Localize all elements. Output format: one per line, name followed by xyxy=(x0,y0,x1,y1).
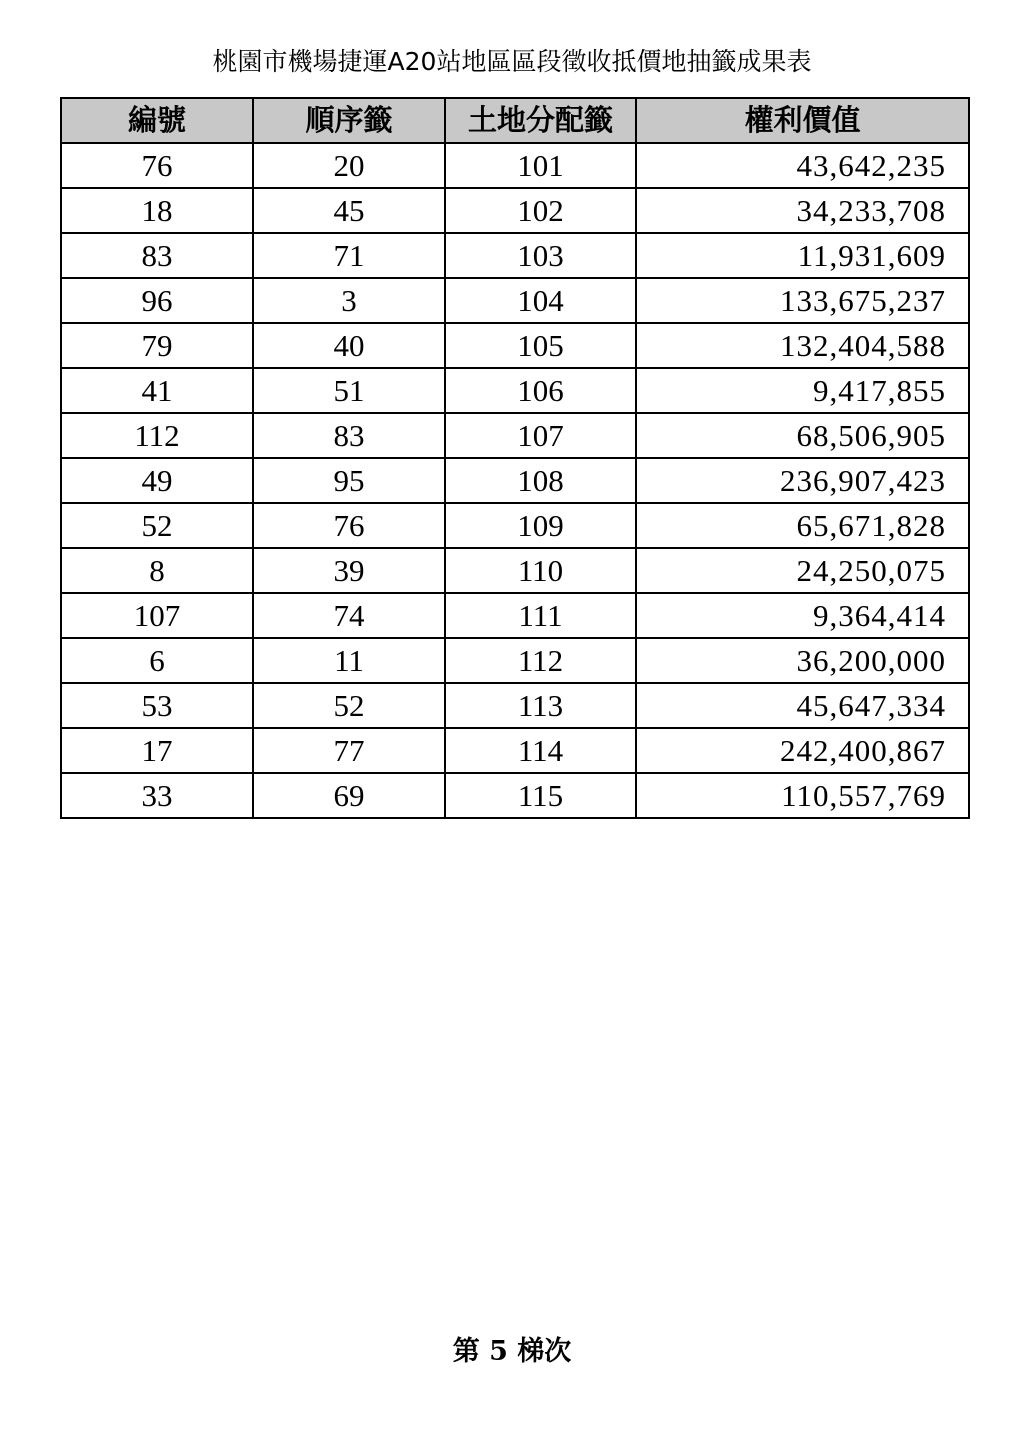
table-row xyxy=(61,503,969,548)
cell-order-lot: 74 xyxy=(253,593,445,638)
cell-serial-number: 107 xyxy=(61,593,253,638)
cell-serial-number: 83 xyxy=(61,233,253,278)
cell-land-allocation-lot: 115 xyxy=(445,773,636,818)
table-row xyxy=(61,368,969,413)
cell-rights-value: 9,364,414 xyxy=(636,593,969,638)
cell-land-allocation-lot: 108 xyxy=(445,458,636,503)
cell-rights-value: 68,506,905 xyxy=(636,413,969,458)
table-row xyxy=(61,188,969,233)
cell-land-allocation-lot: 102 xyxy=(445,188,636,233)
cell-rights-value: 110,557,769 xyxy=(636,773,969,818)
cell-land-allocation-lot: 113 xyxy=(445,683,636,728)
cell-order-lot: 11 xyxy=(253,638,445,683)
cell-rights-value: 132,404,588 xyxy=(636,323,969,368)
cell-land-allocation-lot: 111 xyxy=(445,593,636,638)
cell-land-allocation-lot: 109 xyxy=(445,503,636,548)
cell-land-allocation-lot: 104 xyxy=(445,278,636,323)
table-row xyxy=(61,233,969,278)
cell-order-lot: 45 xyxy=(253,188,445,233)
cell-land-allocation-lot: 106 xyxy=(445,368,636,413)
cell-rights-value: 24,250,075 xyxy=(636,548,969,593)
cell-rights-value: 43,642,235 xyxy=(636,143,969,188)
document-title: 桃園市機場捷運A20站地區區段徵收抵價地抽籤成果表 xyxy=(212,47,812,76)
cell-order-lot: 69 xyxy=(253,773,445,818)
cell-land-allocation-lot: 107 xyxy=(445,413,636,458)
cell-rights-value: 36,200,000 xyxy=(636,638,969,683)
table-row xyxy=(61,728,969,773)
table-row xyxy=(61,458,969,503)
table-header-row xyxy=(61,98,969,143)
cell-rights-value: 236,907,423 xyxy=(636,458,969,503)
cell-serial-number: 41 xyxy=(61,368,253,413)
header-order-lot: 順序籤 xyxy=(253,98,445,143)
cell-serial-number: 17 xyxy=(61,728,253,773)
cell-land-allocation-lot: 110 xyxy=(445,548,636,593)
header-land-allocation-lot: 土地分配籤 xyxy=(445,98,636,143)
cell-serial-number: 79 xyxy=(61,323,253,368)
table-row xyxy=(61,773,969,818)
cell-land-allocation-lot: 112 xyxy=(445,638,636,683)
cell-serial-number: 6 xyxy=(61,638,253,683)
cell-order-lot: 95 xyxy=(253,458,445,503)
header-serial-number: 編號 xyxy=(61,98,253,143)
table-row xyxy=(61,143,969,188)
cell-order-lot: 52 xyxy=(253,683,445,728)
cell-serial-number: 8 xyxy=(61,548,253,593)
table-row xyxy=(61,413,969,458)
cell-serial-number: 33 xyxy=(61,773,253,818)
cell-serial-number: 53 xyxy=(61,683,253,728)
cell-land-allocation-lot: 101 xyxy=(445,143,636,188)
cell-rights-value: 65,671,828 xyxy=(636,503,969,548)
cell-serial-number: 76 xyxy=(61,143,253,188)
cell-rights-value: 34,233,708 xyxy=(636,188,969,233)
table-row xyxy=(61,683,969,728)
cell-order-lot: 3 xyxy=(253,278,445,323)
cell-rights-value: 45,647,334 xyxy=(636,683,969,728)
cell-order-lot: 20 xyxy=(253,143,445,188)
header-rights-value: 權利價值 xyxy=(636,98,969,143)
table-row xyxy=(61,638,969,683)
table-row xyxy=(61,278,969,323)
cell-order-lot: 76 xyxy=(253,503,445,548)
cell-order-lot: 71 xyxy=(253,233,445,278)
cell-rights-value: 242,400,867 xyxy=(636,728,969,773)
lottery-results-table xyxy=(60,97,970,819)
cell-rights-value: 133,675,237 xyxy=(636,278,969,323)
cell-serial-number: 49 xyxy=(61,458,253,503)
cell-serial-number: 52 xyxy=(61,503,253,548)
cell-land-allocation-lot: 103 xyxy=(445,233,636,278)
table-row xyxy=(61,548,969,593)
cell-serial-number: 18 xyxy=(61,188,253,233)
batch-label: 第 5 梯次 xyxy=(452,1336,572,1367)
table-row xyxy=(61,593,969,638)
cell-order-lot: 51 xyxy=(253,368,445,413)
table-row xyxy=(61,323,969,368)
cell-land-allocation-lot: 114 xyxy=(445,728,636,773)
cell-order-lot: 77 xyxy=(253,728,445,773)
cell-rights-value: 11,931,609 xyxy=(636,233,969,278)
cell-order-lot: 83 xyxy=(253,413,445,458)
cell-land-allocation-lot: 105 xyxy=(445,323,636,368)
cell-rights-value: 9,417,855 xyxy=(636,368,969,413)
cell-serial-number: 112 xyxy=(61,413,253,458)
cell-order-lot: 39 xyxy=(253,548,445,593)
cell-serial-number: 96 xyxy=(61,278,253,323)
cell-order-lot: 40 xyxy=(253,323,445,368)
